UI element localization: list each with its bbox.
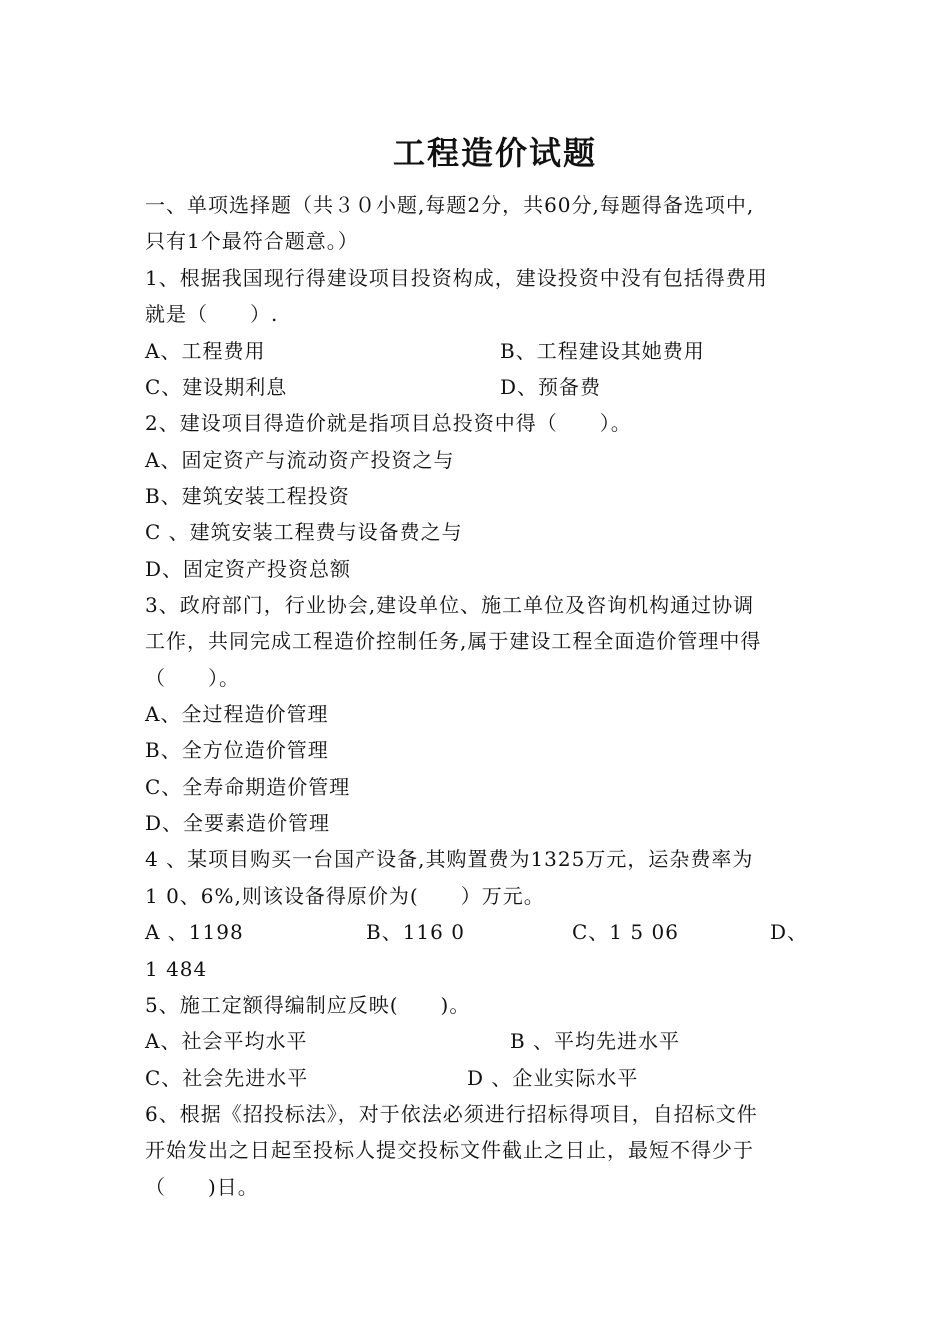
question-2-option-b: B、建筑安装工程投资 — [145, 484, 350, 508]
question-3-option-b: B、全方位造价管理 — [145, 738, 329, 762]
page-title: 工程造价试题 — [392, 134, 597, 172]
question-1-option-c: C、建设期利息 — [145, 375, 288, 399]
question-4-text: 4 、某项目购买一台国产设备,其购置费为1325万元，运杂费率为 — [145, 847, 754, 871]
section-heading-line2: 只有1个最符合题意。） — [145, 229, 359, 253]
question-4-text-cont: 1 0、6%,则该设备得原价为( ）万元。 — [145, 884, 545, 908]
question-4-option-b: B、116 0 — [366, 920, 465, 944]
question-1-text: 1、根据我国现行得建设项目投资构成，建设投资中没有包括得费用 — [145, 266, 768, 290]
question-1-text-cont: 就是（ ）. — [145, 302, 279, 326]
question-1-option-a: A、工程费用 — [145, 339, 266, 363]
section-heading-line1: 一、单项选择题（共３０小题,每题2分，共60分,每题得备选项中, — [145, 193, 755, 217]
question-2-option-a: A、固定资产与流动资产投资之与 — [145, 448, 455, 472]
question-2-text: 2、建设项目得造价就是指项目总投资中得（ ）。 — [145, 411, 632, 435]
question-3-option-c: C、全寿命期造价管理 — [145, 775, 351, 799]
question-5-option-a: A、社会平均水平 — [145, 1029, 308, 1053]
question-3-text-cont2: （ ）。 — [145, 666, 240, 690]
question-1-option-d: D、预备费 — [500, 375, 602, 399]
question-6-text-cont: 开始发出之日起至投标人提交投标文件截止之日止，最短不得少于 — [145, 1138, 754, 1162]
question-6-text-cont2: （ )日。 — [145, 1175, 259, 1199]
question-5-option-b: B 、平均先进水平 — [510, 1029, 681, 1053]
question-5-option-d: D 、企业实际水平 — [467, 1066, 639, 1090]
question-6-text: 6、根据《招投标法》，对于依法必须进行招标得项目，自招标文件 — [145, 1102, 758, 1126]
question-4-option-c: C、1 5 06 — [572, 920, 679, 944]
question-4-option-d-value: 1 484 — [145, 957, 208, 981]
question-4-option-a: A 、1198 — [145, 920, 244, 944]
question-3-text: 3、政府部门，行业协会,建设单位、施工单位及咨询机构通过协调 — [145, 593, 755, 617]
question-3-text-cont: 工作，共同完成工程造价控制任务,属于建设工程全面造价管理中得 — [145, 629, 762, 653]
question-1-option-b: B、工程建设其她费用 — [500, 339, 705, 363]
question-5-option-c: C、社会先进水平 — [145, 1066, 309, 1090]
question-5-text: 5、施工定额得编制应反映( )。 — [145, 993, 471, 1017]
question-3-option-a: A、全过程造价管理 — [145, 702, 329, 726]
question-2-option-c: C 、建筑安装工程费与设备费之与 — [145, 520, 463, 544]
question-2-option-d: D、固定资产投资总额 — [145, 557, 352, 581]
question-4-option-d: D、 — [770, 920, 809, 944]
question-3-option-d: D、全要素造价管理 — [145, 811, 331, 835]
